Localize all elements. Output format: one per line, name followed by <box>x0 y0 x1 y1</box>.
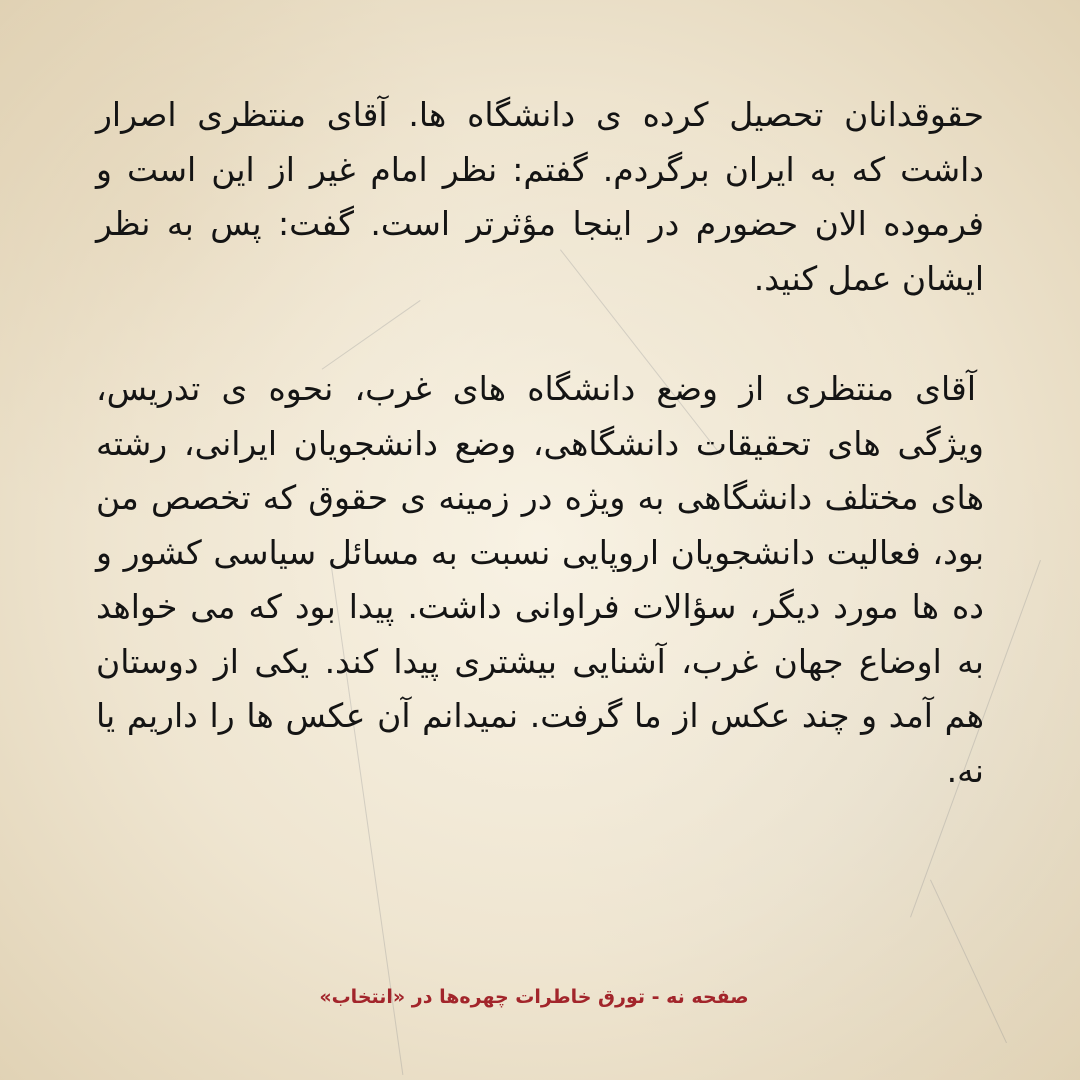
source-caption: صفحه نه - تورق خاطرات چهره‌ها در «انتخاب» <box>319 986 749 1008</box>
paper-crease <box>930 880 1007 1044</box>
paragraph-2-text: آقای منتظری از وضع دانشگاه های غرب، نحوه ی تدریس، ویژگی های تحقیقات دانشگاهی، وضع دانشجویان ایرانی، رشته های مختلف دانشگاهی به ویژه در زمینه ی حقوق که تخصص من بود، فعالیت دانشجویان اروپایی نسبت به مسائل سیاسی کشور و ده ها مورد دیگر، سؤالات فراوانی داشت. پیدا بود که می خواهد به اوضاع جهان غرب، آشنایی بیشتری پیدا کند. یکی از دوستان هم آمد و چند عکس از ما گرفت. نمیدانم آن عکس ها را داریم یا نه. <box>96 369 984 790</box>
paragraph-1 <box>96 88 984 306</box>
paragraph-2 <box>96 362 984 798</box>
document-body <box>96 88 984 798</box>
paragraph-1-text: حقوقدانان تحصیل کرده ی دانشگاه ها. آقای منتظری اصرار داشت که به ایران برگردم. گفتم: نظر امام غیر از این است و فرموده الان حضورم در اینجا مؤثرتر است. گفت: پس به نظر ایشان عمل کنید. <box>96 95 984 298</box>
